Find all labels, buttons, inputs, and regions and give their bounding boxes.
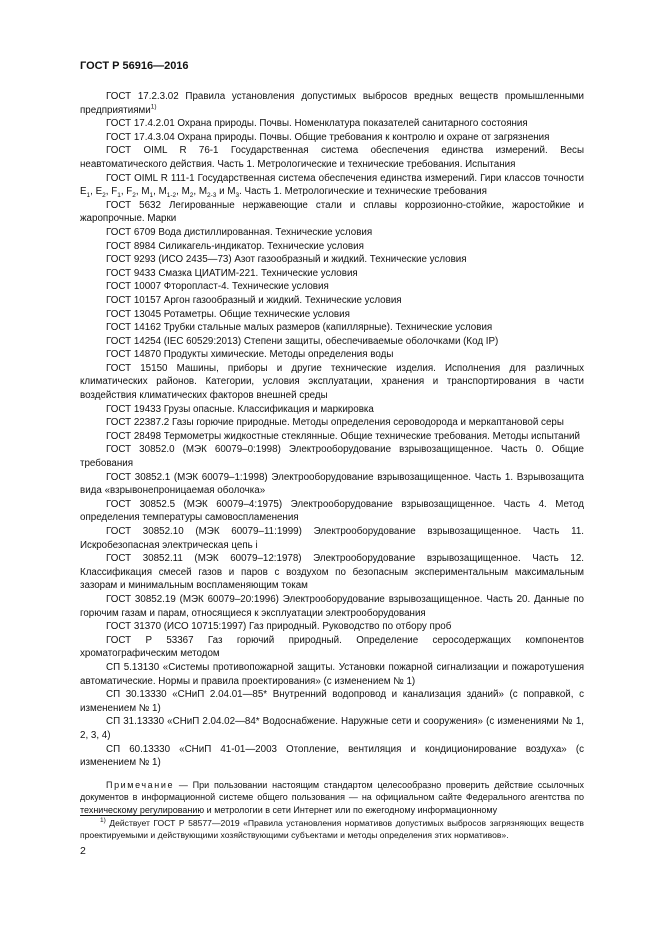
ref-item: ГОСТ 30852.19 (МЭК 60079–20:1996) Электрооборудование взрывозащищенное. Часть 20. Данные по горючим газам и парам, относящиеся к эксплуатации электрооборудования xyxy=(80,593,584,619)
ref-item: ГОСТ 14162 Трубки стальные малых размеров (капиллярные). Технические условия xyxy=(106,322,493,334)
ref-item: ГОСТ 9433 Смазка ЦИАТИМ-221. Технические условия xyxy=(106,267,358,279)
ref-item: ГОСТ 30852.5 (МЭК 60079–4:1975) Электрооборудование взрывозащищенное. Часть 4. Метод определения температуры самовоспламенения xyxy=(80,498,584,524)
ref-item: ГОСТ 9293 (ИСО 2435—73) Азот газообразный и жидкий. Технические условия xyxy=(106,254,467,266)
normative-references-list xyxy=(80,90,584,825)
ref-item: ГОСТ 10157 Аргон газообразный и жидкий. Технические условия xyxy=(106,294,402,306)
note-paragraph xyxy=(80,779,584,817)
ref-item: ГОСТ 14254 (IEC 60529:2013) Степени защиты, обеспечиваемые оболочками (Код IP) xyxy=(106,335,499,347)
ref-item: ГОСТ 17.2.3.02 Правила установления допустимых выбросов вредных веществ промышленными предприятиями$^{1)}$ xyxy=(80,91,584,116)
ref-item: ГОСТ 13045 Ротаметры. Общие технические условия xyxy=(106,308,350,320)
page-header-doc-id: ГОСТ Р 56916—2016 xyxy=(80,60,189,72)
ref-item: ГОСТ 22387.2 Газы горючие природные. Методы определения сероводорода и меркаптановой серы xyxy=(106,417,564,429)
ref-item: ГОСТ 28498 Термометры жидкостные стеклянные. Общие технические требования. Методы испытаний xyxy=(106,430,580,442)
ref-item: ГОСТ Р 53367 Газ горючий природный. Определение серосодержащих компонентов хроматографическим методом xyxy=(80,634,584,660)
footnote-marker: 1) xyxy=(100,817,106,825)
ref-item: СП 31.13330 «СНиП 2.04.02—84* Водоснабжение. Наружные сети и сооружения» (с изменениями № 1, 2, 3, 4) xyxy=(80,716,584,741)
ref-item: ГОСТ 8984 Силикагель-индикатор. Технические условия xyxy=(106,240,364,252)
note-text: — При пользовании настоящим стандартом целесообразно проверить действие ссылочных документов в информационной системе общего пользования — на официальном сайте Федерального агентства по техническому регулированию и метрологии в сети Интернет или по ежегодному информационному xyxy=(80,779,584,815)
ref-item: ГОСТ 30852.0 (МЭК 60079–0:1998) Электрооборудование взрывозащищенное. Часть 0. Общие требования xyxy=(80,444,584,470)
ref-item: ГОСТ 30852.1 (МЭК 60079–1:1998) Электрооборудование взрывозащищенное. Часть 1. Взрывозащита вида «взрывонепроницаемая оболочка» xyxy=(80,471,584,497)
ref-item: СП 60.13330 «СНиП 41-01—2003 Отопление, вентиляция и кондиционирование воздуха» (с изменением № 1) xyxy=(80,743,584,769)
ref-item: ГОСТ 31370 (ИСО 10715:1997) Газ природный. Руководство по отбору проб xyxy=(106,621,452,633)
ref-item: ГОСТ 5632 Легированные нержавеющие стали и сплавы коррозионно-стойкие, жаростойкие и жаропрочные. Марки xyxy=(80,199,584,225)
ref-item: СП 5.13130 «Системы противопожарной защиты. Установки пожарной сигнализации и пожаротушения автоматические. Нормы и правила проектирования» (с изменением № 1) xyxy=(80,661,584,687)
ref-item: ГОСТ 30852.10 (МЭК 60079–11:1999) Электрооборудование взрывозащищенное. Часть 11. Искробезопасная электрическая цепь i xyxy=(80,526,584,551)
ref-item: ГОСТ 17.4.3.04 Охрана природы. Почвы. Общие требования к контролю и охране от загрязнения xyxy=(106,131,550,143)
ref-item: ГОСТ 17.4.2.01 Охрана природы. Почвы. Номенклатура показателей санитарного состояния xyxy=(106,118,528,130)
note-label: Примечание xyxy=(106,779,175,790)
ref-item: ГОСТ 14870 Продукты химические. Методы определения воды xyxy=(106,349,394,361)
footnote-ref-marker: 1) xyxy=(150,103,157,111)
ref-item-oiml-r111: ГОСТ OIML R 111-1 Государственная система обеспечения единства измерений. Гири классов точности $Е_1$, $Е_2$, $F_1$, $F_2$, $М_1$, $М_{1-2}$, $М_2$, $М_{2-3}$ и $М_3$. Часть 1. Метрологические и технические требования xyxy=(80,172,584,200)
footnote-divider xyxy=(80,815,200,816)
ref-item: ГОСТ OIML R 76-1 Государственная система обеспечения единства измерений. Весы неавтоматического действия. Часть 1. Метрологические и технические требования. Испытания xyxy=(80,145,584,170)
page-number: 2 xyxy=(80,845,86,857)
ref-item: СП 30.13330 «СНиП 2.04.01—85* Внутренний водопровод и канализация зданий» (с поправкой, с изменением № 1) xyxy=(80,689,584,714)
ref-item: ГОСТ 6709 Вода дистиллированная. Технические условия xyxy=(106,226,373,238)
ref-item: ГОСТ 19433 Грузы опасные. Классификация и маркировка xyxy=(106,403,374,415)
ref-item: ГОСТ 10007 Фторопласт-4. Технические условия xyxy=(106,281,329,293)
footnote-text: Действует ГОСТ Р 58577—2019 «Правила установления нормативов допустимых выбросов загрязняющих веществ проектируемыми и действующими хозяйствующими субъектами и методы определения этих нормативов». xyxy=(80,818,584,840)
ref-item: ГОСТ 30852.11 (МЭК 60079–12:1978) Электрооборудование взрывозащищенное. Часть 12. Классификация смесей газов и паров с воздухом по безопасным экспериментальным максимальным зазорам и минимальным воспламеняющим токам xyxy=(80,553,584,592)
ref-item: ГОСТ 15150 Машины, приборы и другие технические изделия. Исполнения для различных климатических районов. Категории, условия эксплуатации, хранения и транспортирования в части воздействия климатических факторов внешней среды xyxy=(80,362,584,402)
footnote xyxy=(80,818,584,841)
